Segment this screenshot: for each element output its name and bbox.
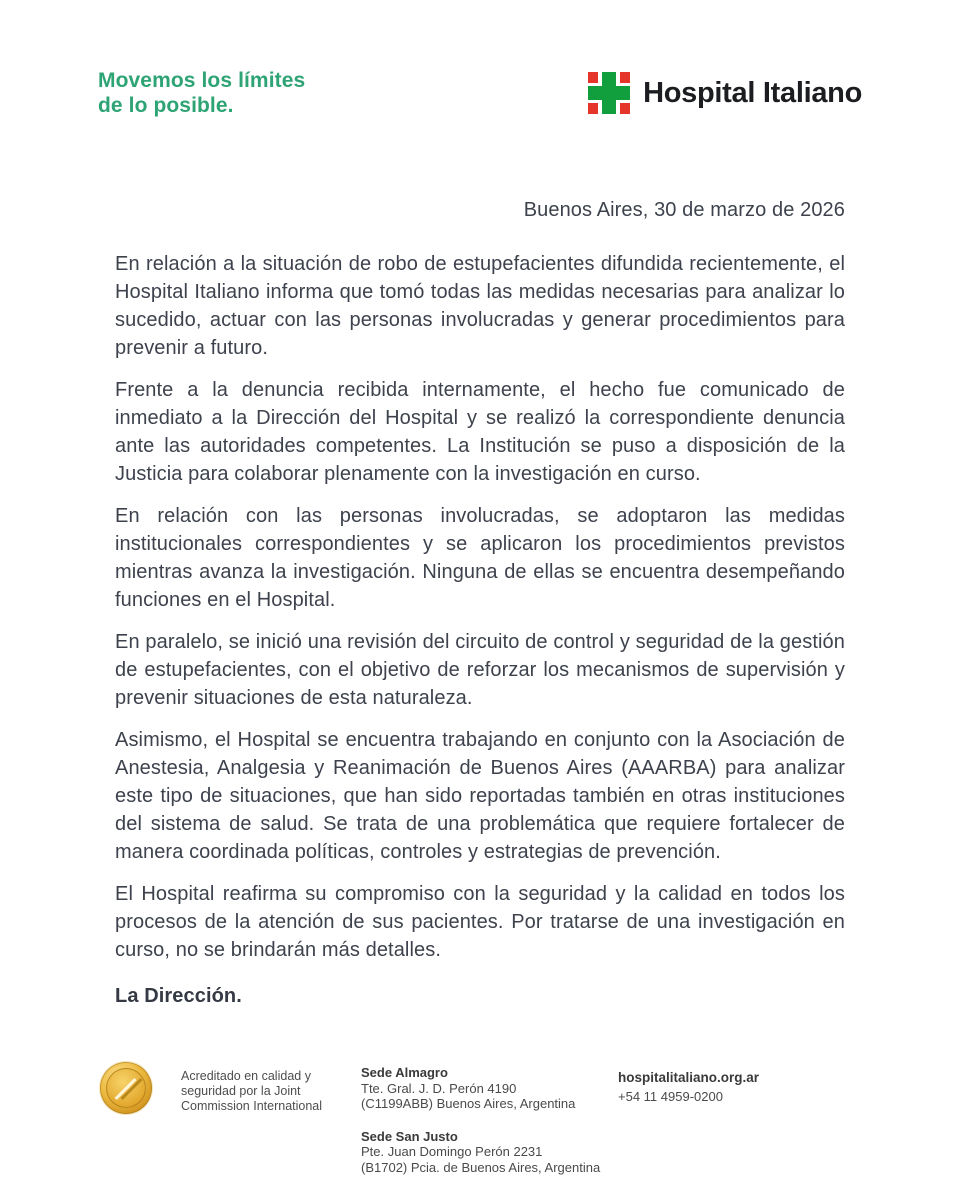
sede-almagro — [361, 1065, 601, 1112]
sede-san-justo-address-line-2: (B1702) Pcia. de Buenos Aires, Argentina — [361, 1159, 601, 1175]
paragraph-3: En relación con las personas involucradas, se adoptaron las medidas institucionales correspondientes y se aplicaron los procedimientos previstos mientras avanza la investigación. Ninguna de ellas se encuentra desempeñando funciones en el Hospital. — [115, 505, 845, 611]
paragraph-2: Frente a la denuncia recibida internamente, el hecho fue comunicado de inmediato a la Dirección del Hospital y se realizó la correspondiente denuncia ante las autoridades competentes. La Institución se puso a disposición de la Justicia para colaborar plenamente con la investigación en curso. — [115, 379, 845, 485]
signature: La Dirección. — [115, 985, 242, 1007]
phone: +54 11 4959-0200 — [618, 1089, 723, 1104]
tagline-line-2: de lo posible. — [98, 94, 234, 117]
paragraph-5: Asimismo, el Hospital se encuentra trabajando en conjunto con la Asociación de Anestesia, Analgesia y Reanimación de Buenos Aires (AAARBA) para analizar este tipo de situaciones, que han sido reportadas también en otras instituciones del sistema de salud. Se trata de una problemática que requiere fortalecer de manera coordinada políticas, controles y estrategias de prevención. — [115, 729, 845, 863]
hospital-logo — [588, 72, 862, 114]
tagline-line-1: Movemos los límites — [98, 69, 306, 92]
paragraph-1: En relación a la situación de robo de estupefacientes difundida recientemente, el Hospital Italiano informa que tomó todas las medidas necesarias para analizar lo sucedido, actuar con las personas involucradas y generar procedimientos para prevenir a futuro. — [115, 253, 845, 359]
sede-san-justo-address-line-1: Pte. Juan Domingo Perón 2231 — [361, 1144, 543, 1159]
website: hospitalitaliano.org.ar — [618, 1070, 760, 1085]
dateline: Buenos Aires, 30 de marzo de 2026 — [523, 199, 845, 221]
sede-san-justo — [361, 1129, 601, 1176]
paragraph-4: En paralelo, se inició una revisión del circuito de control y seguridad de la gestión de estupefacientes, con el objetivo de reforzar los mecanismos de supervisión y prevenir situaciones de esta naturaleza. — [115, 631, 845, 709]
contact-block — [618, 1068, 759, 1106]
jci-gold-seal-icon — [100, 1062, 152, 1114]
sede-almagro-address-line-1: Tte. Gral. J. D. Perón 4190 — [361, 1080, 517, 1096]
accreditation-text: Acreditado en calidad y seguridad por la Joint Commission International — [181, 1069, 323, 1113]
sede-san-justo-title: Sede San Justo — [361, 1128, 458, 1144]
paragraph-6: El Hospital reafirma su compromiso con la seguridad y la calidad en todos los procesos de la atención de sus pacientes. Por tratarse de una investigación en curso, no se brindarán más detalles. — [115, 883, 845, 961]
brand-tagline — [98, 68, 305, 118]
hospital-cross-icon — [588, 72, 630, 114]
addresses-block — [361, 1065, 601, 1192]
sede-almagro-title: Sede Almagro — [361, 1065, 448, 1080]
letter-body — [115, 196, 845, 1010]
sede-almagro-address-line-2: (C1199ABB) Buenos Aires, Argentina — [361, 1096, 576, 1111]
brand-name: Hospital Italiano — [643, 76, 862, 109]
